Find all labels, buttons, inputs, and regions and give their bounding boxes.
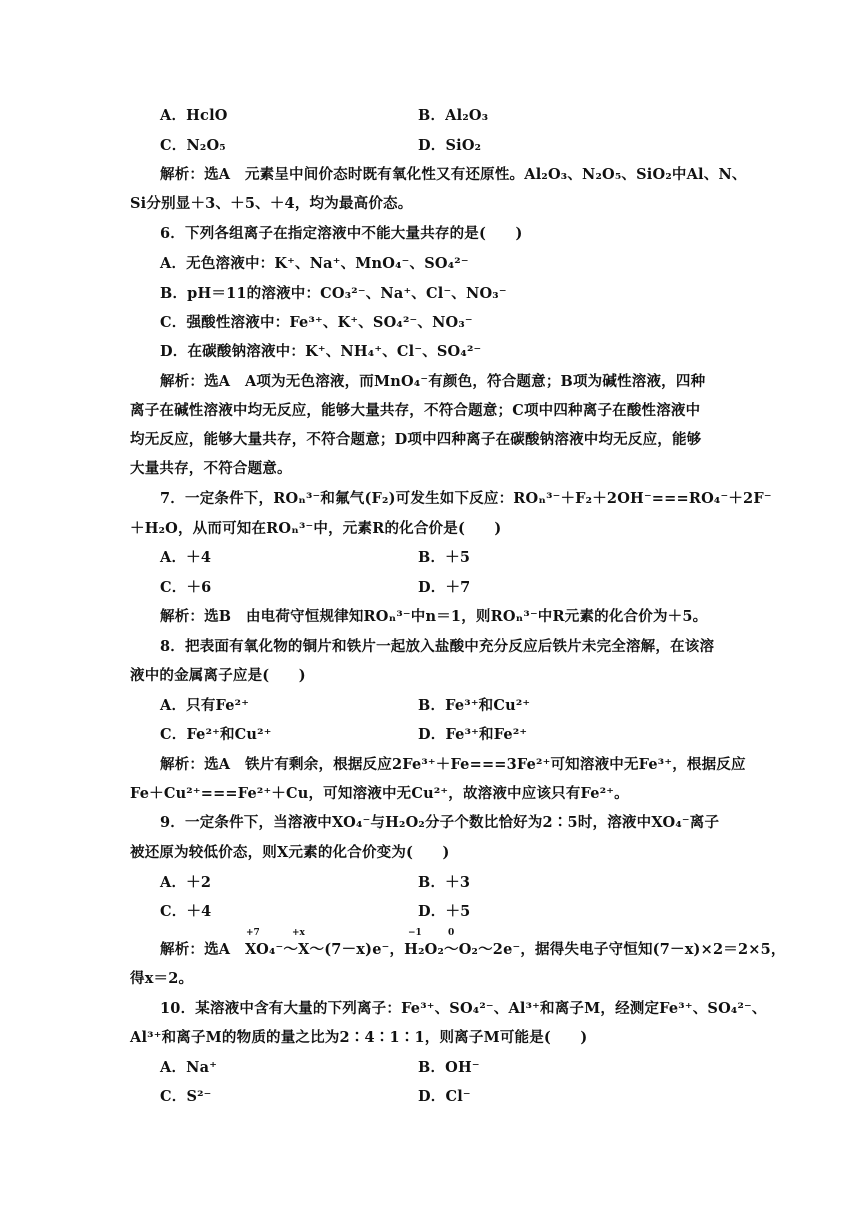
q9-option-b: B．＋3 xyxy=(418,874,471,891)
q7-stem-line-1: 7．一定条件下，ROₙ³⁻和氟气(F₂)可发生如下反应：ROₙ³⁻＋F₂＋2OH⁻===RO₄⁻＋2F⁻ xyxy=(160,490,772,507)
q9-stem-line-2: 被还原为较低价态，则X元素的化合价变为( ) xyxy=(130,844,450,861)
q9-option-c: C．＋4 xyxy=(160,903,212,920)
q8-explanation-line-1: 解析：选A 铁片有剩余，根据反应2Fe³⁺＋Fe===3Fe²⁺可知溶液中无Fe³⁺，根据反应 xyxy=(160,756,746,773)
q8-stem-line-1: 8．把表面有氧化物的铜片和铁片一起放入盐酸中充分反应后铁片未完全溶解，在该溶 xyxy=(160,638,715,655)
q5-option-b: B．Al₂O₃ xyxy=(418,107,489,124)
q5-explanation-line-1: 解析：选A 元素呈中间价态时既有氧化性又有还原性。Al₂O₃、N₂O₅、SiO₂中Al、N、 xyxy=(160,166,747,183)
q9-option-d: D．＋5 xyxy=(418,903,471,920)
q9-explanation-line-1 xyxy=(160,940,786,960)
q8-option-d: D．Fe³⁺和Fe²⁺ xyxy=(418,726,528,743)
q5-option-c: C．N₂O₅ xyxy=(160,137,226,154)
q5-option-a: A．HclO xyxy=(160,107,228,124)
q8-stem-line-2: 液中的金属离子应是( ) xyxy=(130,667,306,684)
q6-stem: 6．下列各组离子在指定溶液中不能大量共存的是( ) xyxy=(160,225,523,242)
q10-stem-line-1: 10．某溶液中含有大量的下列离子：Fe³⁺、SO₄²⁻、Al³⁺和离子M，经测定Fe³⁺、SO₄²⁻、 xyxy=(160,1000,767,1017)
q6-explanation-line-2: 离子在碱性溶液中均无反应，能够大量共存，不符合题意；C项中四种离子在酸性溶液中 xyxy=(130,402,701,419)
q9-oxidation-state-x-plusx: +x xyxy=(292,928,305,938)
q7-option-d: D．＋7 xyxy=(418,579,471,596)
q6-option-b: B．pH＝11的溶液中：CO₃²⁻、Na⁺、Cl⁻、NO₃⁻ xyxy=(160,285,507,302)
q6-explanation-line-1: 解析：选A A项为无色溶液，而MnO₄⁻有颜色，符合题意；B项为碱性溶液，四种 xyxy=(160,373,706,390)
q10-stem-line-2: Al³⁺和离子M的物质的量之比为2∶4∶1∶1，则离子M可能是( ) xyxy=(130,1029,588,1046)
q9-explanation-formula: XO₄⁻～X～(7－x)e⁻，H₂O₂～O₂～2e⁻，据得失电子守恒知(7－x)×2＝2×5， xyxy=(244,941,786,958)
q9-explanation-line-2: 得x＝2。 xyxy=(130,970,194,987)
q7-option-a: A．＋4 xyxy=(160,549,212,566)
q7-option-b: B．＋5 xyxy=(418,549,471,566)
q10-option-b: B．OH⁻ xyxy=(418,1059,480,1076)
q10-option-c: C．S²⁻ xyxy=(160,1088,212,1105)
q10-option-d: D．Cl⁻ xyxy=(418,1088,471,1105)
q6-explanation-line-4: 大量共存，不符合题意。 xyxy=(130,460,292,477)
q6-explanation-line-3: 均无反应，能够大量共存，不符合题意；D项中四种离子在碳酸钠溶液中均无反应，能够 xyxy=(130,431,702,448)
q10-option-a: A．Na⁺ xyxy=(160,1059,218,1076)
q7-stem-line-2: ＋H₂O，从而可知在ROₙ³⁻中，元素R的化合价是( ) xyxy=(130,520,502,537)
q9-explanation-prefix: 解析：选A xyxy=(160,941,245,958)
q6-option-a: A．无色溶液中：K⁺、Na⁺、MnO₄⁻、SO₄²⁻ xyxy=(160,255,469,272)
q9-oxidation-state-o-zero: 0 xyxy=(448,928,455,938)
q8-explanation-line-2: Fe＋Cu²⁺===Fe²⁺＋Cu，可知溶液中无Cu²⁺，故溶液中应该只有Fe²⁺。 xyxy=(130,785,629,802)
q8-option-c: C．Fe²⁺和Cu²⁺ xyxy=(160,726,272,743)
q8-option-a: A．只有Fe²⁺ xyxy=(160,697,250,714)
q9-oxidation-state-x-plus7: +7 xyxy=(246,928,260,938)
q9-oxidation-state-o-minus1: −1 xyxy=(408,928,422,938)
q7-option-c: C．＋6 xyxy=(160,579,212,596)
q6-option-d: D．在碳酸钠溶液中：K⁺、NH₄⁺、Cl⁻、SO₄²⁻ xyxy=(160,343,482,360)
q9-option-a: A．＋2 xyxy=(160,874,212,891)
q9-stem-line-1: 9．一定条件下，当溶液中XO₄⁻与H₂O₂分子个数比恰好为2∶5时，溶液中XO₄⁻离子 xyxy=(160,814,720,831)
q6-option-c: C．强酸性溶液中：Fe³⁺、K⁺、SO₄²⁻、NO₃⁻ xyxy=(160,314,473,331)
q8-option-b: B．Fe³⁺和Cu²⁺ xyxy=(418,697,531,714)
q7-explanation: 解析：选B 由电荷守恒规律知ROₙ³⁻中n＝1，则ROₙ³⁻中R元素的化合价为＋5。 xyxy=(160,608,708,625)
q5-option-d: D．SiO₂ xyxy=(418,137,482,154)
q5-explanation-line-2: Si分别显＋3、＋5、＋4，均为最高价态。 xyxy=(130,195,413,212)
